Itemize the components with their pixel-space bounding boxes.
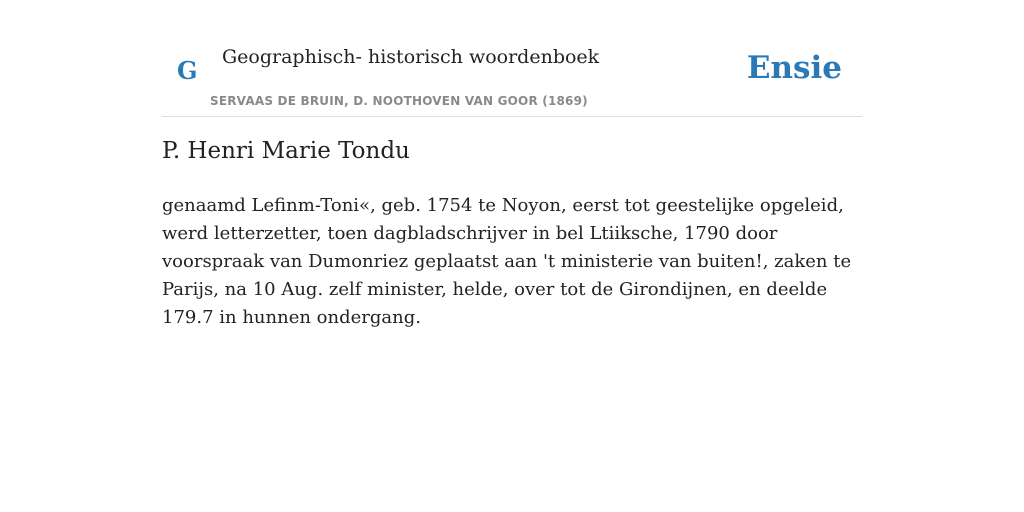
dictionary-header: [162, 0, 862, 117]
entry-title: P. Henri Marie Tondu: [162, 138, 410, 164]
entry-body: genaamd Lefinm-Toni«, geb. 1754 te Noyon, eerst tot geestelijke opgeleid, werd letterzetter, toen dagbladschrijver in bel Ltiiksche, 1790 door voorspraak van Dumonriez geplaatst aan 't ministerie van buiten!, zaken te Parijs, na 10 Aug. zelf minister, helde, over tot de Girondijnen, en deelde 179.7 in hunnen ondergang.: [162, 195, 852, 328]
dictionary-logo-link[interactable]: G: [177, 56, 198, 85]
book-title: Geographisch- historisch woordenboek: [222, 46, 600, 68]
book-authors: SERVAAS DE BRUIN, D. NOOTHOVEN VAN GOOR (1869): [210, 94, 588, 108]
ensie-logo-link[interactable]: Ensie: [746, 50, 842, 86]
